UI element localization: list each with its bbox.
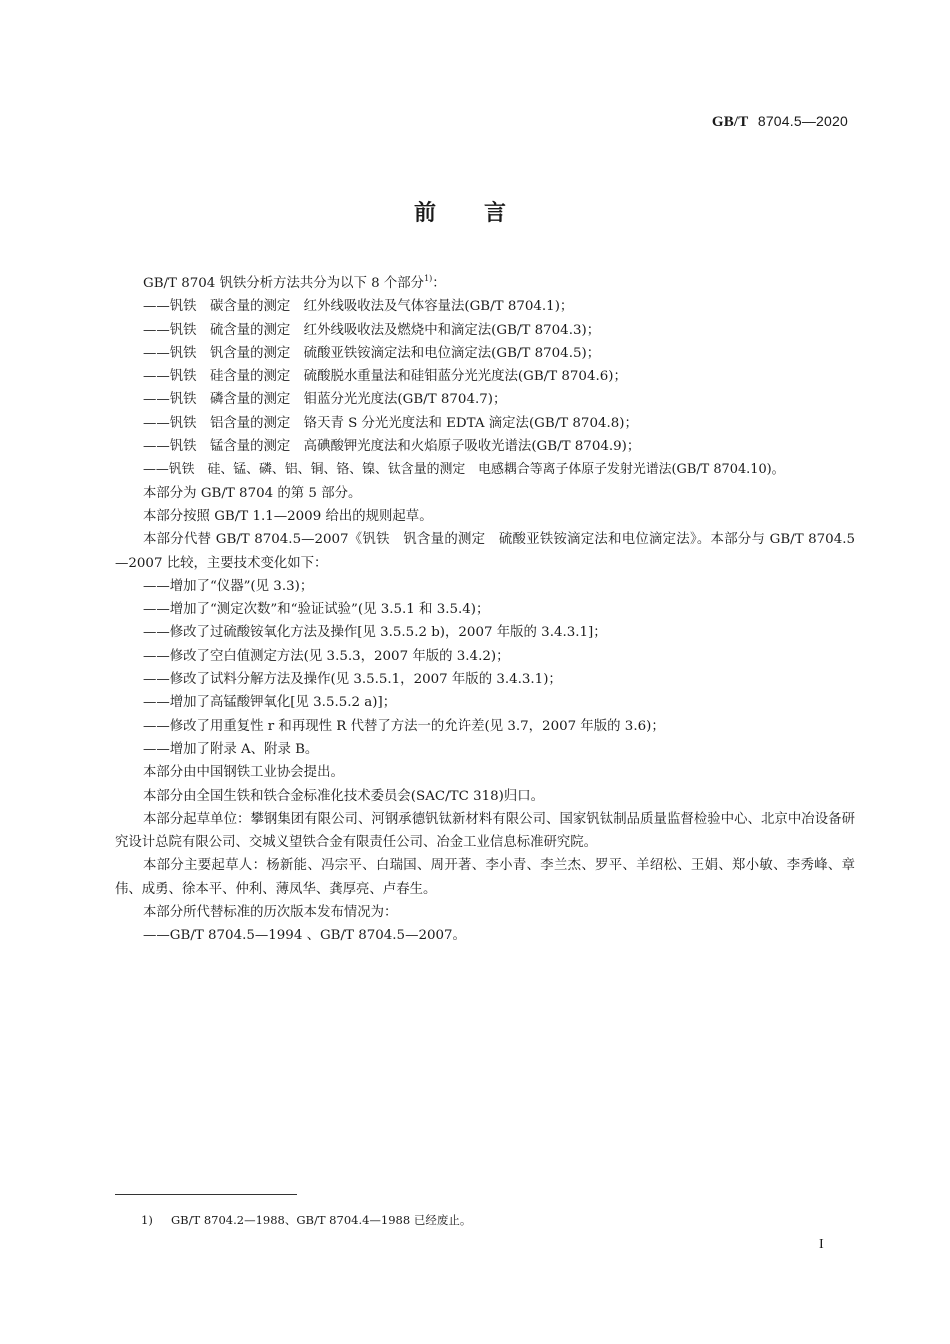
list-item: ——增加了附录 A、附录 B。: [143, 741, 319, 757]
proposed-by: 本部分由中国钢铁工业协会提出。: [143, 765, 344, 781]
list-item: ——修改了试料分解方法及操作(见 3.5.5.1，2007 年版的 3.4.3.1)；: [143, 672, 562, 688]
centralized-by: 本部分由全国生铁和铁合金标准化技术委员会(SAC/TC 318)归口。: [143, 788, 545, 804]
list-item: ——钒铁 锰含量的测定 高碘酸钾光度法和火焰原子吸收光谱法(GB/T 8704.9)；: [143, 439, 641, 455]
footnote-mark: 1): [141, 1213, 153, 1227]
parts-list: [115, 295, 855, 481]
intro-text: GB/T 8704 钒铁分析方法共分为以下 8 个部分: [143, 276, 425, 291]
list-item: ——钒铁 钒含量的测定 硫酸亚铁铵滴定法和电位滴定法(GB/T 8704.5)；: [143, 345, 601, 361]
page-number: I: [819, 1237, 824, 1252]
part-statement: 本部分为 GB/T 8704 的第 5 部分。: [143, 485, 362, 501]
standard-code-number: 8704.5—2020: [757, 113, 848, 129]
list-item: ——钒铁 硫含量的测定 红外线吸收法及燃烧中和滴定法(GB/T 8704.3)；: [143, 322, 601, 338]
replacement-paragraph: 本部分代替 GB/T 8704.5—2007《钒铁 钒含量的测定 硫酸亚铁铵滴定法和电位滴定法》。本部分与 GB/T 8704.5—2007 比较，主要技术变化如下：: [115, 532, 855, 571]
history-intro: 本部分所代替标准的历次版本发布情况为：: [143, 905, 398, 921]
list-item: ——钒铁 硅含量的测定 硫酸脱水重量法和硅钼蓝分光光度法(GB/T 8704.6)；: [143, 369, 627, 385]
drafters: 本部分主要起草人：杨新能、冯宗平、白瑞国、周开著、李小青、李兰杰、罗平、羊绍松、王娟、郑小敏、李秀峰、章伟、成勇、徐本平、仲利、薄凤华、龚厚亮、卢春生。: [115, 858, 855, 897]
list-item: ——钒铁 磷含量的测定 钼蓝分光光度法(GB/T 8704.7)；: [143, 392, 507, 408]
intro-suffix: ：: [432, 276, 446, 291]
list-item: ——钒铁 铝含量的测定 铬天青 S 分光光度法和 EDTA 滴定法(GB/T 8704.8)；: [143, 415, 638, 431]
footnote-text: GB/T 8704.2—1988、GB/T 8704.4—1988 已经废止。: [171, 1213, 472, 1227]
standard-code-prefix: GB/T: [711, 114, 749, 130]
list-item: ——钒铁 碳含量的测定 红外线吸收法及气体容量法(GB/T 8704.1)；: [143, 299, 574, 315]
history-list: [115, 924, 855, 947]
footnote-divider: [115, 1194, 297, 1195]
list-item: ——修改了空白值测定方法(见 3.5.3，2007 年版的 3.4.2)；: [143, 648, 510, 664]
document-header: [712, 113, 848, 131]
list-item: ——增加了高锰酸钾氧化[见 3.5.5.2 a)]；: [143, 695, 397, 711]
list-item: ——修改了过硫酸铵氧化方法及操作[见 3.5.5.2 b)，2007 年版的 3.4.3.1]；: [143, 625, 607, 641]
list-item: ——增加了“仪器”(见 3.3)；: [143, 578, 314, 594]
intro-paragraph: [115, 272, 855, 295]
list-item: ——钒铁 硅、锰、磷、铝、铜、铬、镍、钛含量的测定 电感耦合等离子体原子发射光谱法(GB/T 8704.10)。: [143, 462, 785, 478]
page-title: 前言: [413, 201, 554, 226]
list-item: ——GB/T 8704.5—1994 、GB/T 8704.5—2007。: [143, 928, 466, 944]
list-item: ——修改了用重复性 r 和再现性 R 代替了方法一的允许差(见 3.7，2007 年版的 3.6)；: [143, 718, 665, 734]
drafting-units: 本部分起草单位：攀钢集团有限公司、河钢承德钒钛新材料有限公司、国家钒钛制品质量监督检验中心、北京中冶设备研究设计总院有限公司、交城义望铁合金有限责任公司、冶金工业信息标准研究院。: [115, 811, 855, 851]
footnote: [141, 1212, 471, 1228]
changes-list: [115, 575, 855, 761]
foreword-body: [115, 272, 855, 948]
footnote-reference[interactable]: 1): [424, 274, 433, 283]
drafting-rules: 本部分按照 GB/T 1.1—2009 给出的规则起草。: [143, 508, 433, 524]
list-item: ——增加了“测定次数”和“验证试验”(见 3.5.1 和 3.5.4)；: [143, 602, 490, 618]
